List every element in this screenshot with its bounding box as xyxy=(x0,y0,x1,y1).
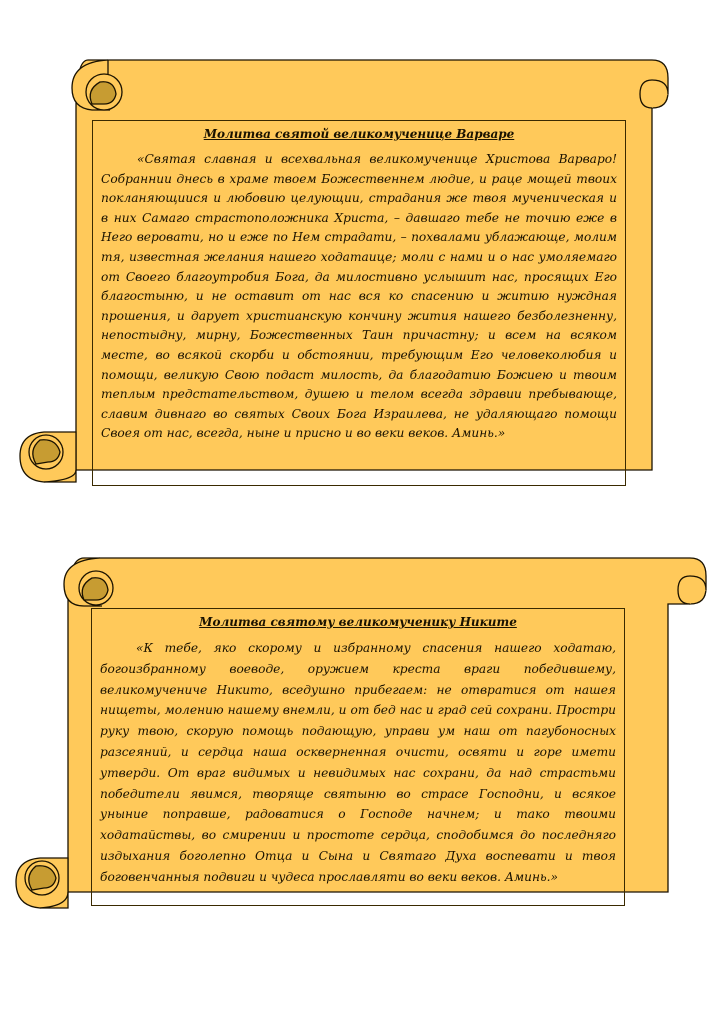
prayer-frame xyxy=(91,608,625,906)
prayer-title: Молитва святому великомученику Никите xyxy=(199,615,517,629)
prayer-title: Молитва святой великомученице Варваре xyxy=(203,127,515,141)
prayer-text: «К тебе, яко скорому и избранному спасения нашего ходатаю, богоизбранному воеводе, оружием креста враги победившему, великомучениче Никито, вседушно прибегаем: не отвратися от нашея нищеты, молению нашему внемли, и от бед нас и град сей сохрани. Простри руку твою, скорую помощь подающую, управи ум наш от пагубоносных разсеяний, и сердца наша оскверненная очисти, освяти и горе имети утверди. От враг видимых и невидимых нас сохрани, да над страстьми победители явимся, творяще святыню во страсе Господни, и всякое уныние поправше, радоватися о Господе начнем; и тако твоими ходатайствы, во смирении и простоте сердца, сподобимся до последняго издыхания боголепно Отца и Сына и Святаго Духа воспевати и твоя боговенчанныя подвиги и чудеса прославляти во веки веков. Аминь.» xyxy=(100,641,616,884)
prayer-text: «Святая славная и всехвальная великомученице Христова Варваро! Собраннии днесь в храме твоем Божественнем людие, и раце мощей твоих покланяющиися и любовию целующии, страдания же твоя мученическая и в них Самаго страстоположника Христа, – давшаго тебе не точию еже в Него веровати, но и еже по Нем страдати, – похвалами ублажающе, молим тя, известная желания нашего ходатаице; моли с нами и о нас умоляемаго от Своего благоутробия Бога, да милостивно услышит нас, просящих Его благостыню, и не оставит от нас вся ко спасению и житию нуждная прошения, и дарует христианскую кончину жития нашего безболезненну, непостыдну, мирну, Божественных Таин причастну; и всем на всяком месте, во всякой скорби и обстоянии, требующим Его человеколюбия и помощи, великую Свою подаст милость, да благодатию Божиею и твоим теплым предстательством, душею и телом всегда здравии пребывающе, славим дивнаго во святых Своих Бога Израилева, не удаляющаго помощи Своея от нас, всегда, ныне и присно и во веки веков. Аминь.» xyxy=(101,152,617,441)
